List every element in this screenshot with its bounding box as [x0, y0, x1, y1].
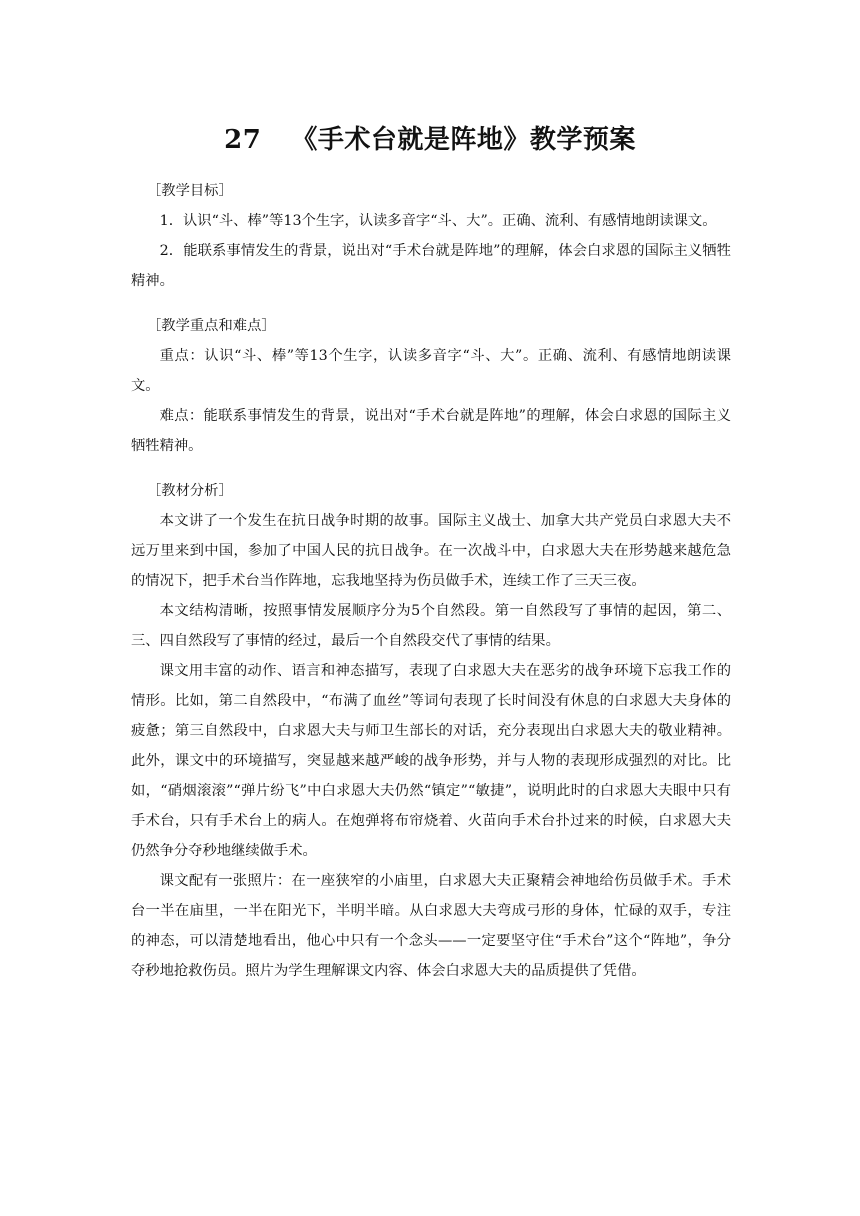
lesson-number: 27	[224, 125, 262, 155]
document-title	[0, 124, 860, 156]
lesson-title: 《手术台就是阵地》教学预案	[291, 125, 636, 155]
goal-item: 2．能联系事情发生的背景，说出对“手术台就是阵地”的理解，体会白求恩的国际主义牺牲精神。	[131, 243, 731, 289]
analysis-paragraph: 本文讲了一个发生在抗日战争时期的故事。国际主义战士、加拿大共产党员白求恩大夫不远万里来到中国，参加了中国人民的抗日战争。在一次战斗中，白求恩大夫在形势越来越危急的情况下，把手术台当作阵地，忘我地坚持为伤员做手术，连续工作了三天三夜。	[131, 513, 731, 589]
section-heading-key-points: ［教学重点和难点］	[147, 318, 276, 334]
key-point-item: 重点：认识“斗、棒”等13个生字，认读多音字“斗、大”。正确、流利、有感情地朗读课文。	[131, 348, 731, 394]
analysis-paragraph: 本文结构清晰，按照事情发展顺序分为5个自然段。第一自然段写了事情的起因，第二、三、四自然段写了事情的经过，最后一个自然段交代了事情的结果。	[131, 603, 731, 649]
section-heading-analysis: ［教材分析］	[147, 483, 233, 499]
section-heading-goals: ［教学目标］	[147, 183, 233, 199]
document-body	[131, 176, 731, 986]
analysis-paragraph: 课文用丰富的动作、语言和神态描写，表现了白求恩大夫在恶劣的战争环境下忘我工作的情形。比如，第二自然段中，“布满了血丝”等词句表现了长时间没有休息的白求恩大夫身体的疲惫；第三自然段中，白求恩大夫与师卫生部长的对话，充分表现出白求恩大夫的敬业精神。此外，课文中的环境描写，突显越来越严峻的战争形势，并与人物的表现形成强烈的对比。比如，“硝烟滚滚”“弹片纷飞”中白求恩大夫仍然“镇定”“敏捷”，说明此时的白求恩大夫眼中只有手术台，只有手术台上的病人。在炮弹将布帘烧着、火苗向手术台扑过来的时候，白求恩大夫仍然争分夺秒地继续做手术。	[131, 663, 731, 859]
difficulty-item: 难点：能联系事情发生的背景，说出对“手术台就是阵地”的理解，体会白求恩的国际主义牺牲精神。	[131, 408, 731, 454]
goal-item: 1．认识“斗、棒”等13个生字，认读多音字“斗、大”。正确、流利、有感情地朗读课文。	[159, 213, 717, 229]
analysis-paragraph: 课文配有一张照片：在一座狭窄的小庙里，白求恩大夫正聚精会神地给伤员做手术。手术台一半在庙里，一半在阳光下，半明半暗。从白求恩大夫弯成弓形的身体，忙碌的双手，专注的神态，可以清楚地看出，他心中只有一个念头——一定要坚守住“手术台”这个“阵地”，争分夺秒地抢救伤员。照片为学生理解课文内容、体会白求恩大夫的品质提供了凭借。	[131, 873, 731, 979]
